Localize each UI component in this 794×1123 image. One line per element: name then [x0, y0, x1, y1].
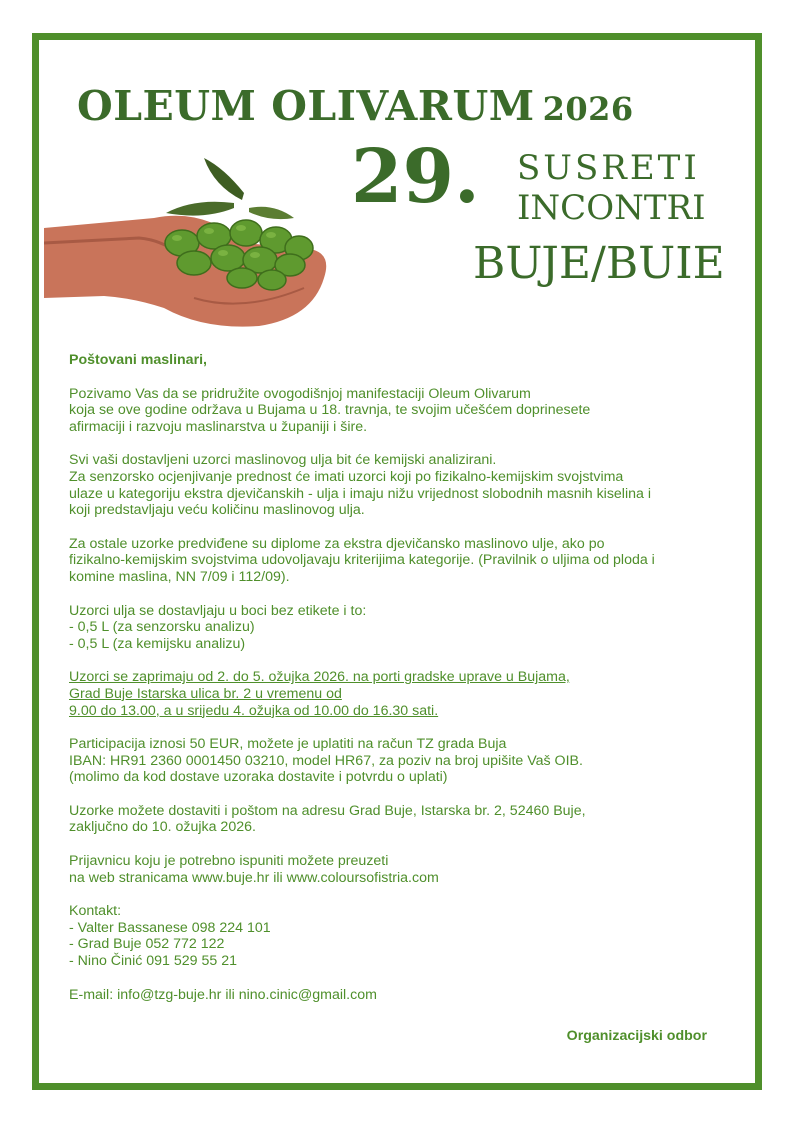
text-line: zaključno do 10. ožujka 2026.: [69, 819, 256, 836]
event-name-italian: INCONTRI: [517, 188, 706, 228]
text-line: Uzorke možete dostaviti i poštom na adresu Grad Buje, Istarska br. 2, 52460 Buje,: [69, 802, 586, 819]
text-line: Svi vaši dostavljeni uzorci maslinovog ulja bit će kemijski analizirani.: [69, 452, 497, 469]
sample-item: - 0,5 L (za senzorsku analizu): [69, 619, 255, 636]
paragraph-payment: [69, 736, 749, 786]
text-line: Pozivamo Vas da se pridružite ovogodišnjoj manifestaciji Oleum Olivarum: [69, 385, 531, 402]
signature: Organizacijski odbor: [566, 1028, 707, 1044]
paragraph-samples: [69, 603, 749, 653]
text-line: afirmaciji i razvoju maslinarstva u županiji i šire.: [69, 418, 368, 435]
invitation-letter: [69, 352, 749, 1020]
text-line: koji predstavljaju veću količinu maslinovog ulja.: [69, 502, 365, 519]
text-line: Uzorci se zaprimaju od 2. do 5. ožujka 2026. na porti gradske uprave u Bujama,: [69, 669, 570, 686]
paragraph-application: [69, 853, 749, 886]
text-line: koja se ove godine održava u Bujama u 18. travnja, te svojim učešćem doprinesete: [69, 402, 591, 419]
paragraph-analysis: [69, 452, 749, 518]
text-line: 9.00 do 13.00, a u srijedu 4. ožujka od 10.00 do 16.30 sati.: [69, 702, 439, 719]
paragraph-reception-dates: [69, 669, 749, 719]
event-name-croatian: SUSRETI: [517, 148, 700, 188]
paragraph-invitation: [69, 386, 749, 436]
contact-item: - Valter Bassanese 098 224 101: [69, 919, 271, 936]
iban-line: IBAN: HR91 2360 0001450 03210, model HR67, za poziv na broj upišite Vaš OIB.: [69, 752, 583, 769]
text-line: ulaze u kategoriju ekstra djevičanskih - ulja i imaju nižu vrijednost slobodnih masnih kiselina i: [69, 485, 651, 502]
page-border: [32, 33, 762, 1090]
event-title: [77, 82, 634, 130]
event-city: BUJE/BUIE: [473, 238, 725, 289]
event-year: 2026: [542, 90, 634, 128]
text-line: Grad Buje Istarska ulica br. 2 u vremenu od: [69, 685, 342, 702]
contact-block: [69, 903, 749, 969]
text-line: Prijavnicu koju je potrebno ispuniti možete preuzeti: [69, 853, 389, 870]
contact-item: - Nino Činić 091 529 55 21: [69, 953, 237, 970]
text-line: komine maslina, NN 7/09 i 112/09).: [69, 568, 290, 585]
contact-item: - Grad Buje 052 772 122: [69, 936, 225, 953]
paragraph-post: [69, 803, 749, 836]
contact-heading: Kontakt:: [69, 903, 122, 920]
text-line: Participacija iznosi 50 EUR, možete je uplatiti na račun TZ grada Buja: [69, 736, 507, 753]
text-line: Za ostale uzorke predviđene su diplome za ekstra djevičansko maslinovo ulje, ako po: [69, 535, 605, 552]
web-links-line: na web stranicama www.buje.hr ili www.coloursofistria.com: [69, 869, 439, 886]
text-line: fizikalno-kemijskim svojstvima udovoljavaju kriterijima kategorije. (Pravilnik o uljima od ploda i: [69, 552, 655, 569]
hand-holding-olives-illustration: [44, 148, 334, 328]
paragraph-diplomas: [69, 536, 749, 586]
event-title-text: OLEUM OLIVARUM: [77, 82, 535, 130]
text-line: (molimo da kod dostave uzoraka dostavite i potvrdu o uplati): [69, 769, 448, 786]
greeting: Poštovani maslinari,: [69, 352, 207, 368]
text-line: Uzorci ulja se dostavljaju u boci bez etikete i to:: [69, 602, 367, 619]
sample-item: - 0,5 L (za kemijsku analizu): [69, 635, 246, 652]
text-line: Za senzorsko ocjenjivanje prednost će imati uzorci koji po fizikalno-kemijskim svojstvima: [69, 468, 624, 485]
email-line: E-mail: info@tzg-buje.hr ili nino.cinic@gmail.com: [69, 986, 377, 1003]
edition-number: 29.: [351, 134, 480, 220]
